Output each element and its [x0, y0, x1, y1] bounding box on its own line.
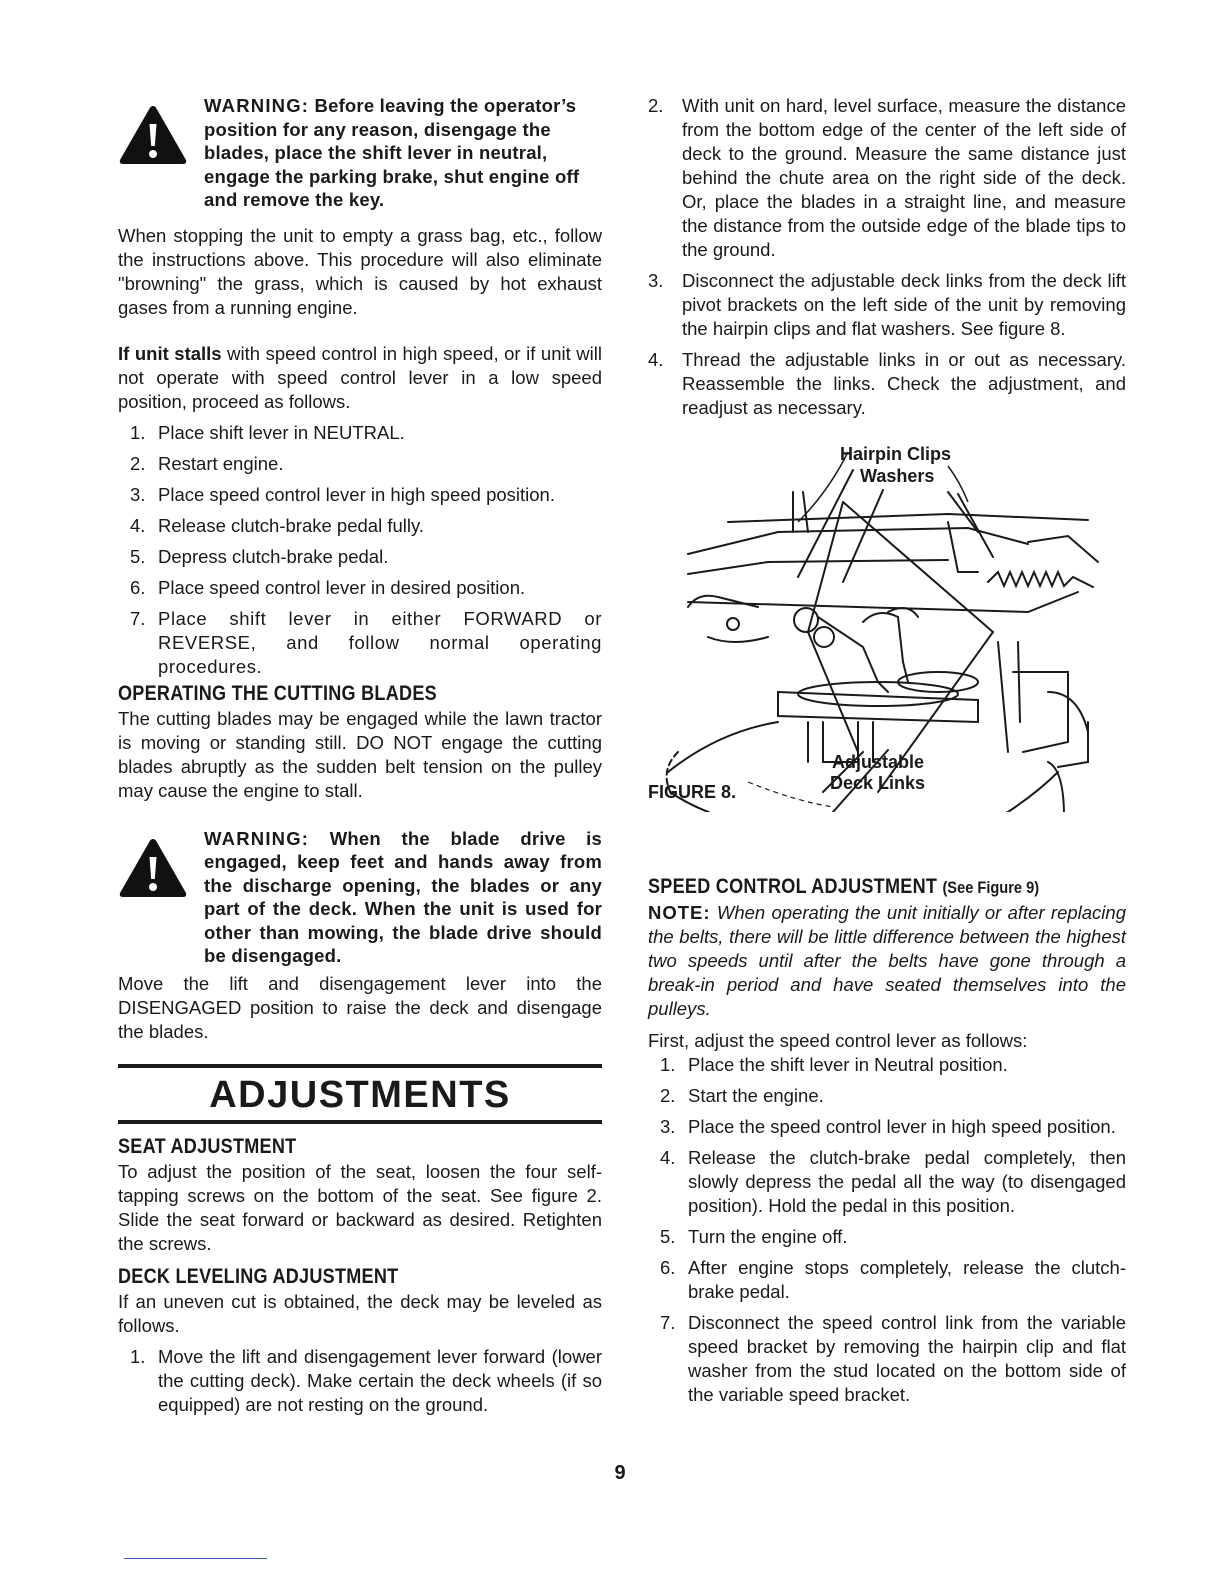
warning-label: WARNING: — [204, 827, 310, 849]
warning-triangle-icon — [118, 94, 190, 171]
list-item: 1. Place the shift lever in Neutral position. — [660, 1054, 1008, 1075]
warning-label: WARNING: — [204, 95, 310, 116]
list-item: 7. Disconnect the speed control link from the variable speed bracket by removing the hairpin clip and flat washer from the stud located on the bottom side of the variable speed bracket. — [660, 1312, 1126, 1405]
heading-operating-blades: OPERATING THE CUTTING BLADES — [118, 681, 437, 705]
heading-speed-control: SPEED CONTROL ADJUSTMENT (See Figure 9) — [648, 875, 1040, 898]
stalls-lead: If unit stalls — [118, 342, 222, 364]
warning-text — [204, 827, 602, 968]
label-washers: Washers — [860, 466, 935, 486]
list-item: 2. Restart engine. — [130, 452, 284, 474]
paragraph-stalls — [118, 342, 602, 414]
list-item: 2. Start the engine. — [660, 1085, 824, 1106]
section-rule-top — [118, 1064, 602, 1068]
warning-block-operator — [118, 94, 602, 212]
warning-body: Before leaving the operator’s position for any reason, disengage the blades, place the shift lever in neutral, engage the parking brake, shut engine off and remove the key. — [204, 95, 580, 210]
figure-caption: FIGURE 8. — [648, 782, 737, 802]
speed-steps-list — [648, 1053, 1126, 1407]
list-item: 5. Depress clutch-brake pedal. — [130, 545, 389, 567]
figure-8-deck-links — [648, 432, 1126, 812]
list-item: 2. With unit on hard, level surface, measure the distance from the bottom edge of the center of the left side of deck to the ground. Measure the same distance just behind the chute area on the right side of the deck. Or, place the blades in a straight line, and measure the distance from the outside edge of the blade tips to the ground. — [648, 95, 1126, 260]
stall-steps-list — [118, 421, 602, 679]
list-item: 3. Place speed control lever in high speed position. — [130, 483, 555, 505]
label-hairpin-clips: Hairpin Clips — [840, 444, 952, 464]
footer-rule — [124, 1558, 267, 1559]
list-item: 5. Turn the engine off. — [660, 1226, 848, 1247]
section-title-adjustments: ADJUSTMENTS — [209, 1073, 511, 1116]
list-item: 6. After engine stops completely, release the clutch-brake pedal. — [660, 1257, 1126, 1302]
list-item: 3. Place the speed control lever in high speed position. — [660, 1116, 1116, 1137]
page-number: 9 — [614, 1462, 626, 1484]
right-column — [648, 94, 1126, 1414]
left-column — [118, 94, 602, 1424]
heading-deck-leveling: DECK LEVELING ADJUSTMENT — [118, 1264, 399, 1288]
speed-heading-wrap — [648, 874, 1126, 901]
label-adjustable: Adjustable — [832, 752, 925, 772]
stalls-rest: with speed control in high speed, or if unit will not operate with speed control lever in a low speed position, proceed as follows. — [118, 342, 602, 412]
warning-text — [204, 94, 602, 212]
list-item: 4. Release clutch-brake pedal fully. — [130, 514, 424, 536]
paragraph-stopping: When stopping the unit to empty a grass bag, etc., follow the instructions above. This procedure will also eliminate "browning" the grass, which is caused by hot exhaust gases from a running engine. — [118, 224, 602, 318]
note-label: NOTE: — [648, 902, 711, 923]
speed-heading-sub: (See Figure 9) — [942, 878, 1040, 897]
warning-block-blade-drive — [118, 827, 602, 968]
list-item: 7. Place shift lever in either FORWARD or REVERSE, and follow normal operating procedures. — [130, 607, 602, 677]
deck-steps-list-left — [118, 1345, 602, 1417]
deck-steps-list-right — [648, 94, 1126, 420]
warning-triangle-icon — [118, 827, 190, 904]
paragraph-disengage: Move the lift and disengagement lever into the DISENGAGED position to raise the deck and disengage the blades. — [118, 972, 602, 1042]
list-item: 4. Release the clutch-brake pedal completely, then slowly depress the pedal all the way (to disengaged position). Hold the pedal in this position. — [660, 1147, 1126, 1216]
paragraph-seat: To adjust the position of the seat, loosen the four self-tapping screws on the bottom of the seat. See figure 2. Slide the seat forward or backward as desired. Retighten the screws. — [118, 1160, 602, 1254]
warning-body: When the blade drive is engaged, keep feet and hands away from the discharge opening, the blades or any part of the deck. When the unit is used for other than mowing, the blade drive should be disengaged. — [204, 827, 602, 966]
paragraph-deck: If an uneven cut is obtained, the deck may be leveled as follows. — [118, 1290, 602, 1336]
list-item: 1. Move the lift and disengagement lever forward (lower the cutting deck). Make certain the deck wheels (if so equipped) are not resting on the ground. — [130, 1345, 602, 1415]
paragraph-speed-intro: First, adjust the speed control lever as follows: — [648, 1030, 1028, 1051]
list-item: 4. Thread the adjustable links in or out as necessary. Reassemble the links. Check the adjustment, and readjust as necessary. — [648, 349, 1126, 418]
list-item: 6. Place speed control lever in desired position. — [130, 576, 526, 598]
list-item: 3. Disconnect the adjustable deck links from the deck lift pivot brackets on the left side of the unit by removing the hairpin clips and flat washers. See figure 8. — [648, 270, 1126, 339]
list-item: 1. Place shift lever in NEUTRAL. — [130, 421, 405, 443]
note-text: When operating the unit initially or after replacing the belts, there will be little difference between the highest two speeds until after the belts have gone through a break-in period and have seated themselves into the pulleys. — [648, 902, 1126, 1019]
paragraph-blades: The cutting blades may be engaged while the lawn tractor is moving or standing still. DO NOT engage the cutting blades abruptly as the sudden belt tension on the pulley may cause the engine to stall. — [118, 707, 602, 801]
paragraph-note — [648, 901, 1126, 1021]
heading-seat-adjustment: SEAT ADJUSTMENT — [118, 1134, 297, 1158]
section-rule-bottom — [118, 1120, 602, 1124]
label-deck-links: Deck Links — [830, 773, 926, 793]
